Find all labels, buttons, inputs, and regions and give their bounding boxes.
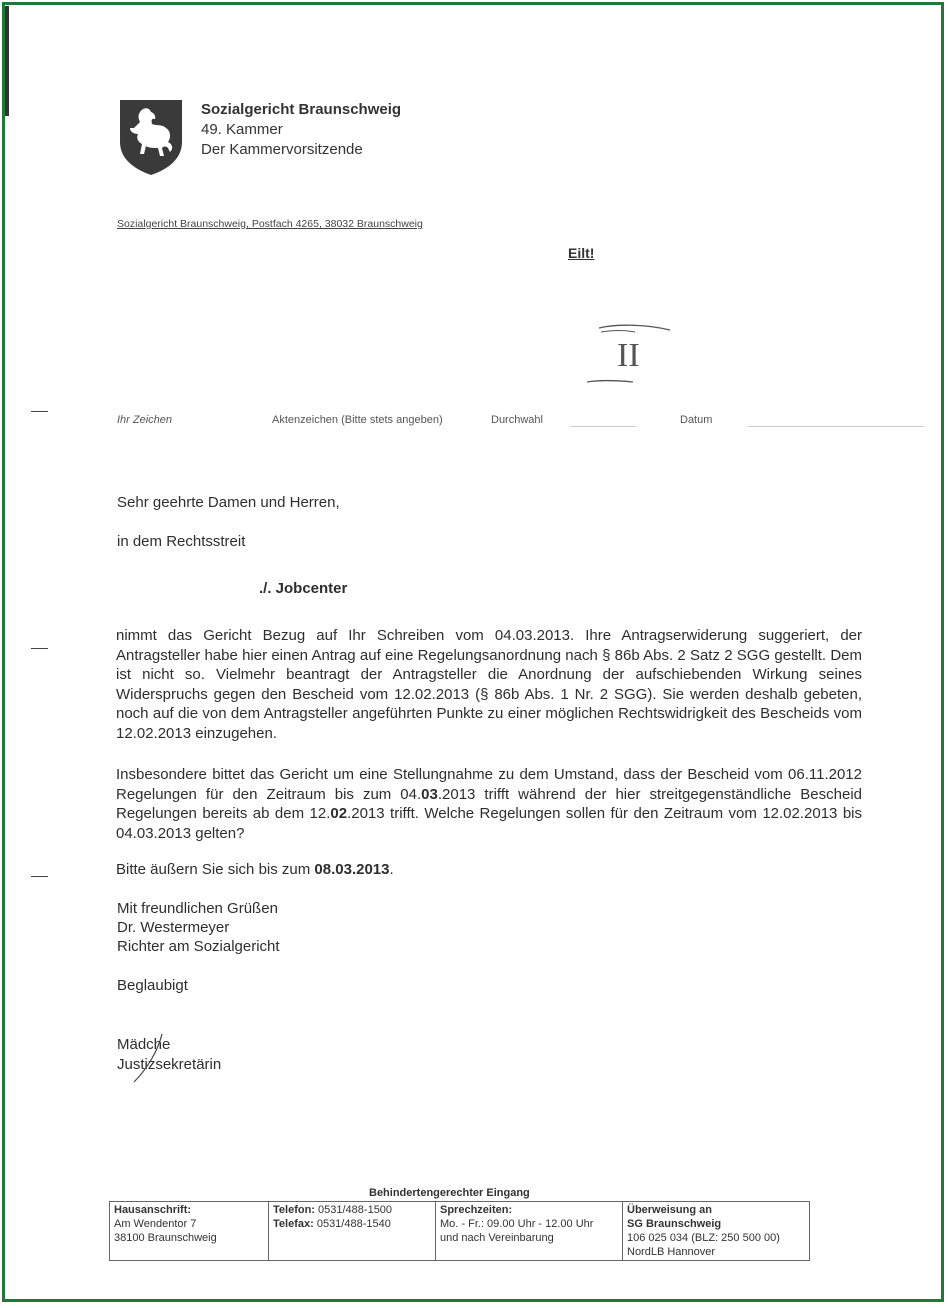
intro-text: in dem Rechtsstreit [117, 533, 246, 550]
court-name: Sozialgericht Braunschweig [201, 101, 402, 118]
return-address: Sozialgericht Braunschweig, Postfach 4265, 38032 Braunschweig [117, 218, 423, 230]
ref-file-number: Aktenzeichen (Bitte stets angeben) [272, 414, 443, 426]
judge-title: Richter am Sozialgericht [117, 938, 280, 955]
certified-label: Beglaubigt [117, 977, 188, 994]
ref-date: Datum [680, 414, 713, 426]
chamber-chair: Der Kammervorsitzende [201, 141, 363, 158]
footer-address: Hausanschrift: Am Wendentor 7 38100 Braunschweig [110, 1202, 269, 1261]
deadline-line: Bitte äußern Sie sich bis zum 08.03.2013. [116, 861, 394, 878]
horse-crest-icon [118, 98, 184, 176]
paragraph-2: Insbesondere bittet das Gericht um eine Stellungnahme zu dem Umstand, dass der Bescheid vom 06.11.2012 Regelungen für den Zeitraum bis zum 04.03.2013 trifft während der hier streitgegenständliche Bescheid Regelungen bereits ab dem 12.02.2013 trifft. Welche Regelungen sollen für den Zeitraum vom 12.02.2013 bis 04.03.2013 gelten? [116, 766, 863, 842]
footer-hours: Sprechzeiten: Mo. - Fr.: 09.00 Uhr - 12.00 Uhr und nach Vereinbarung [436, 1202, 623, 1261]
ref-line [748, 426, 924, 427]
fold-mark [31, 876, 48, 877]
judge-name: Dr. Westermeyer [117, 919, 230, 936]
signature-stroke [128, 1030, 178, 1085]
handwritten-mark [585, 320, 680, 390]
footer-table [109, 1201, 810, 1261]
fold-mark [31, 411, 48, 412]
chamber: 49. Kammer [201, 121, 283, 138]
footer-phone: Telefon: 0531/488-1500 Telefax: 0531/488-1540 [269, 1202, 436, 1261]
fold-mark [31, 648, 48, 649]
clerk-name: Mädche [117, 1036, 171, 1053]
deadline-date: 08.03.2013 [314, 861, 390, 878]
ref-direct-dial: Durchwahl [491, 414, 543, 426]
footer-title: Behindertengerechter Eingang [369, 1187, 530, 1199]
closing-greeting: Mit freundlichen Grüßen [117, 900, 278, 917]
footer-bank: Überweisung an SG Braunschweig 106 025 034 (BLZ: 250 500 00) NordLB Hannover [623, 1202, 810, 1261]
urgent-notice: Eilt! [568, 245, 595, 261]
clerk-title: Justizsekretärin [117, 1056, 222, 1073]
parties: ./. Jobcenter [259, 580, 348, 597]
ref-line [570, 426, 636, 427]
paragraph-1: nimmt das Gericht Bezug auf Ihr Schreiben vom 04.03.2013. Ihre Antragserwiderung suggeriert, der Antragsteller habe hier einen Antrag auf eine Regelungsanordnung nach § 86b Abs. 2 Satz 2 SGG gestellt. Dem ist nicht so. Vielmehr beantragt der Antragsteller die Anordnung der aufschiebenden Wirkung seines Widerspruchs gegen den Bescheid vom 12.02.2013 (§ 86b Abs. 1 Nr. 2 SGG). Sie werden deshalb gebeten, noch auf die von dem Antragsteller angeführten Punkte zu einer möglichen Rechtswidrigkeit des Bescheids vom 12.02.2013 einzugehen. [116, 627, 862, 742]
salutation: Sehr geehrte Damen und Herren, [117, 494, 340, 511]
scan-edge [5, 6, 9, 116]
ref-your-sign: Ihr Zeichen [117, 414, 173, 426]
stamp-text: II [617, 337, 640, 374]
